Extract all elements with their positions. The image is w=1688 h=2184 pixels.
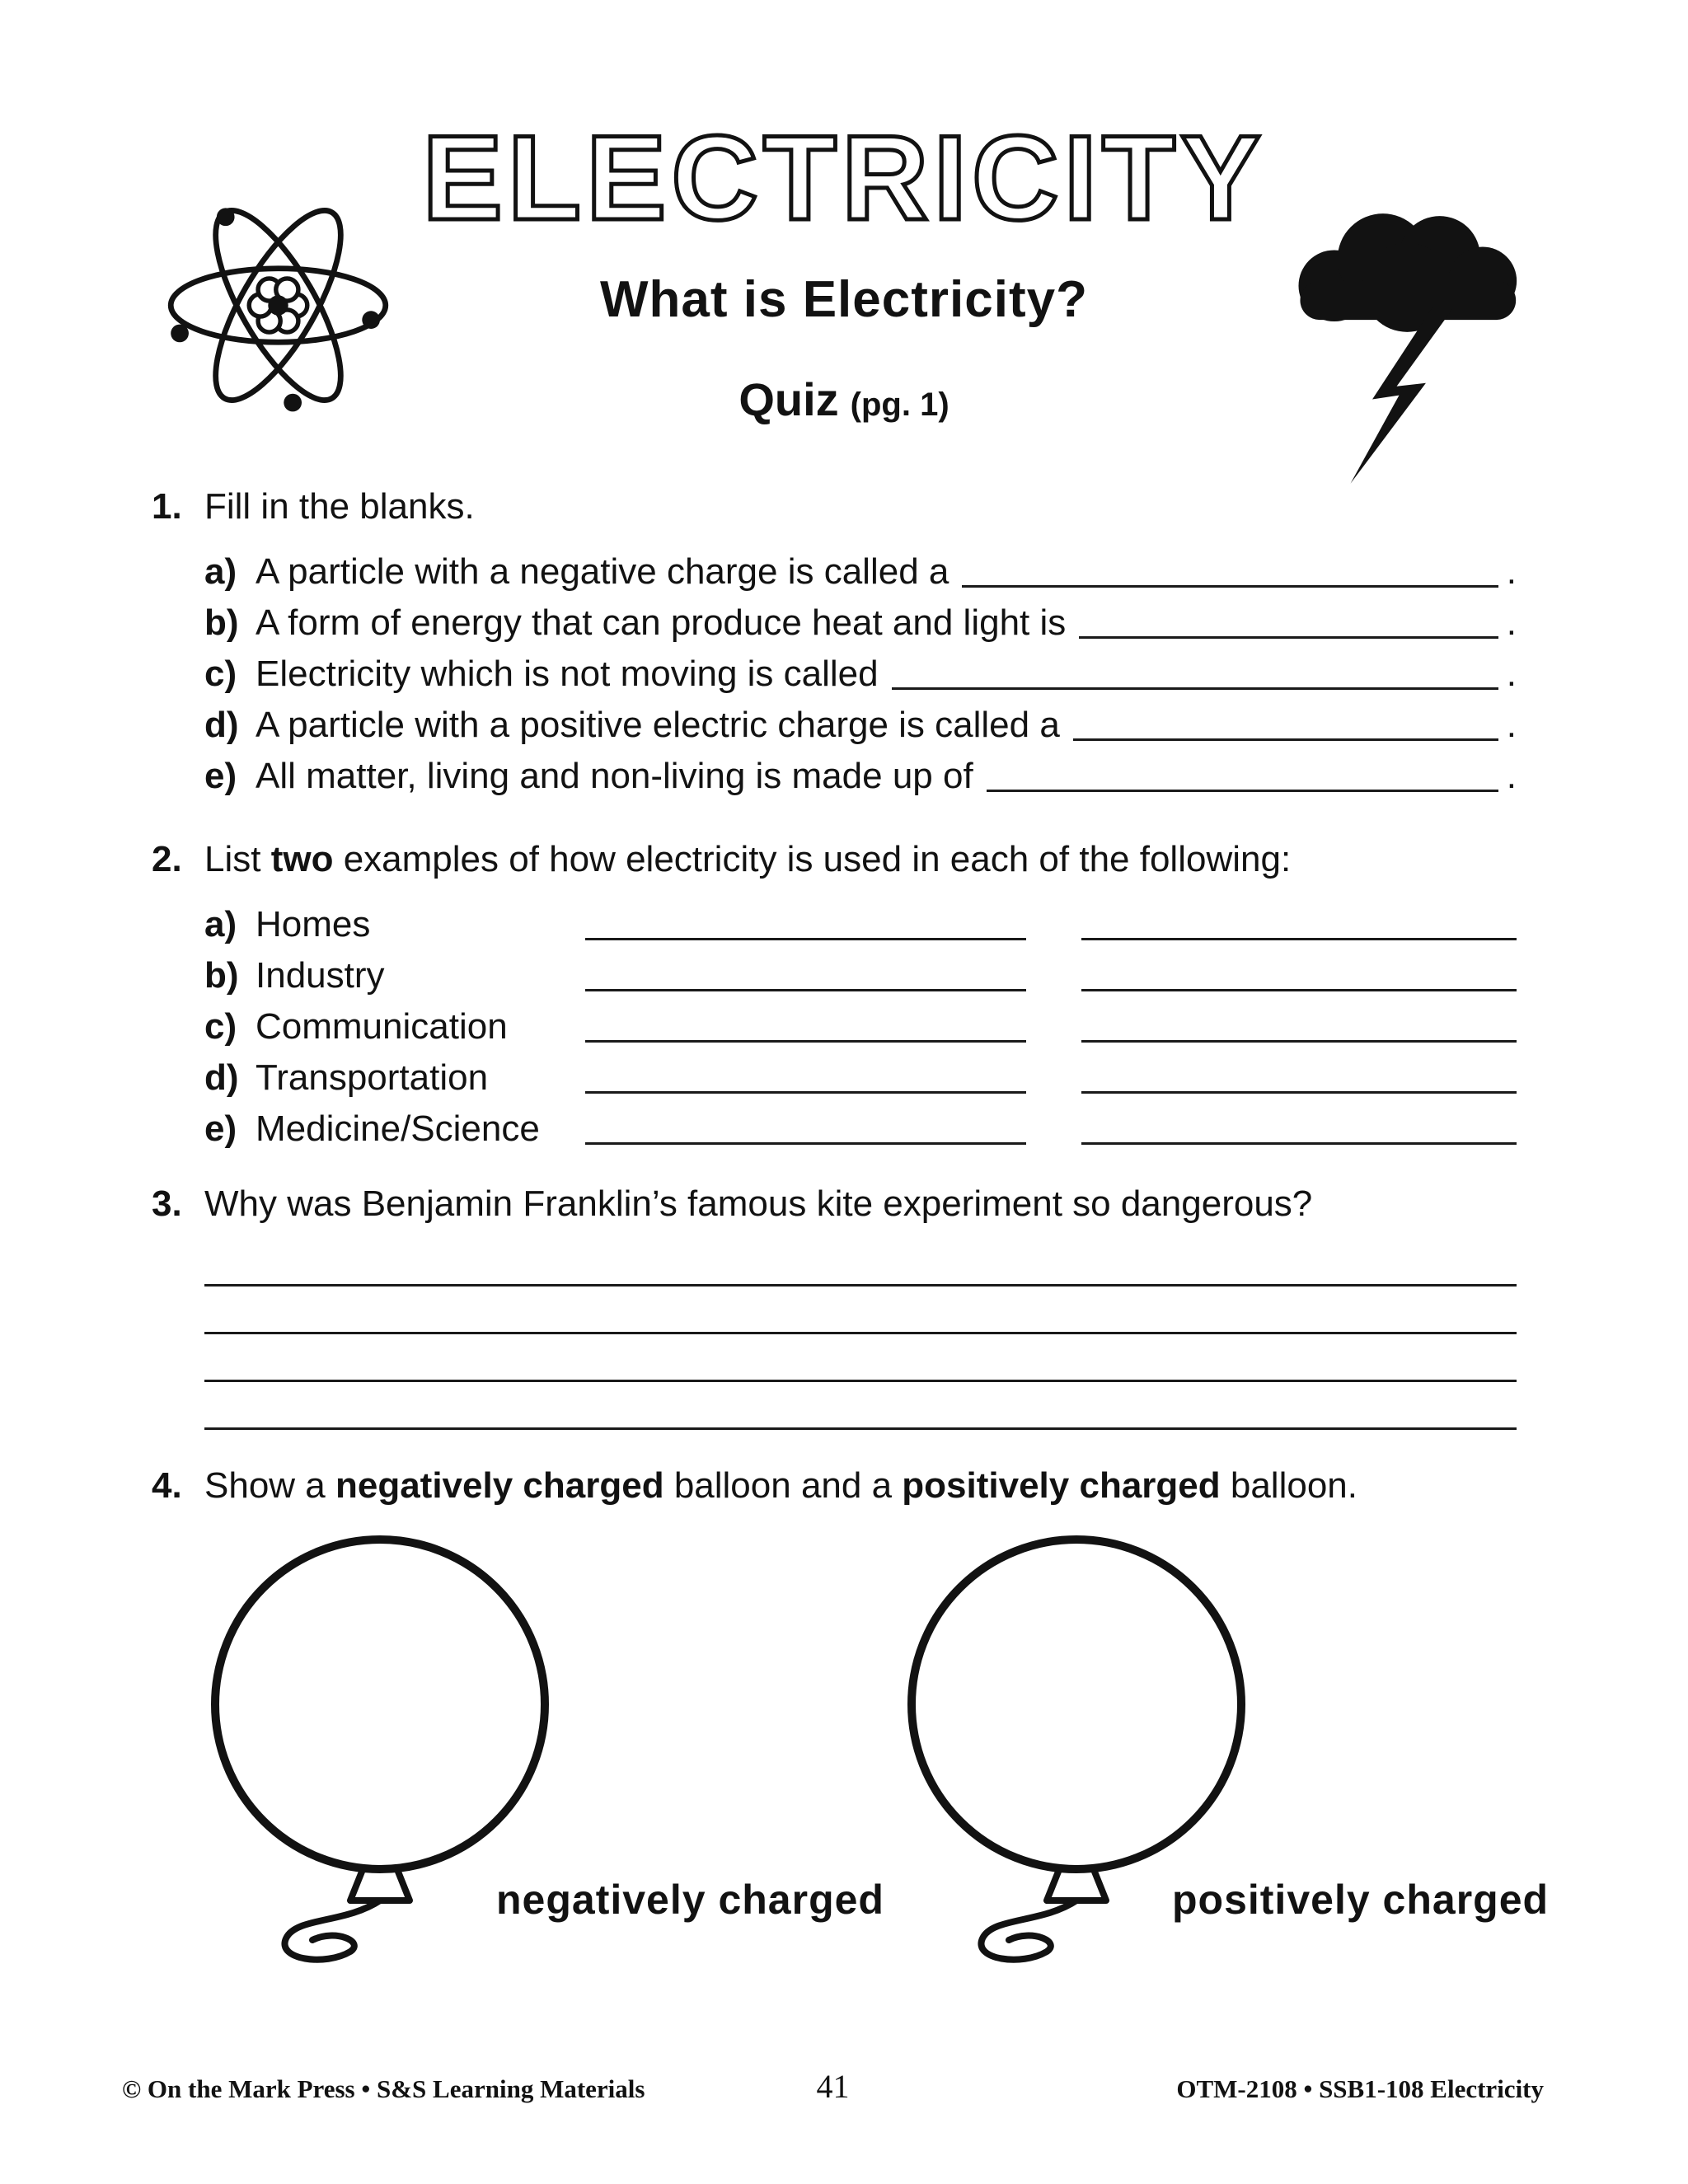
two-blank-row	[204, 1052, 1517, 1104]
answer-blank-1[interactable]	[585, 1142, 1026, 1145]
item-text: A particle with a negative charge is called a	[256, 551, 950, 592]
item-label: b)	[204, 955, 239, 996]
item-label: c)	[204, 654, 237, 694]
title-text: ELECTRICITY	[422, 110, 1266, 245]
item-label: b)	[204, 602, 239, 643]
prompt-middle: balloon and a	[663, 1465, 903, 1506]
sentence-period: .	[1506, 551, 1517, 592]
prompt-suffix: balloon.	[1220, 1465, 1357, 1506]
answer-blank-1[interactable]	[585, 1091, 1026, 1094]
prompt-bold: two	[270, 839, 334, 879]
worksheet-title	[0, 97, 1688, 254]
publisher-credit: © On the Mark Press • S&S Learning Materials	[122, 2074, 645, 2103]
item-text: A form of energy that can produce heat and light is	[256, 602, 1067, 643]
fill-blank-row	[204, 751, 1517, 802]
question-number: 1.	[152, 486, 182, 527]
item-label: d)	[204, 1057, 239, 1098]
answer-blank-1[interactable]	[585, 1040, 1026, 1043]
answer-blank-2[interactable]	[1081, 1040, 1517, 1043]
category-label: Communication	[256, 1006, 508, 1047]
answer-blank-2[interactable]	[1081, 938, 1517, 940]
fill-blank-row	[204, 598, 1517, 649]
prompt-bold-negative: negatively charged	[335, 1465, 664, 1506]
category-label: Transportation	[256, 1057, 489, 1098]
answer-blank-2[interactable]	[1081, 989, 1517, 991]
answer-blank[interactable]	[987, 790, 1498, 792]
answer-blank-1[interactable]	[585, 989, 1026, 991]
category-label: Homes	[256, 904, 371, 944]
answer-blank-2[interactable]	[1081, 1142, 1517, 1145]
quiz-heading	[0, 373, 1688, 426]
answer-line[interactable]	[204, 1286, 1517, 1334]
question-prompt	[204, 835, 1291, 884]
question-2	[152, 835, 1517, 1155]
answer-blank[interactable]	[1073, 738, 1498, 741]
sentence-period: .	[1506, 705, 1517, 745]
question-1-items	[204, 546, 1517, 802]
balloon-figure	[152, 1531, 1550, 1985]
category-label: Industry	[256, 955, 385, 996]
question-3	[152, 1179, 1517, 1430]
category-label: Medicine/Science	[256, 1108, 540, 1149]
fill-blank-row	[204, 700, 1517, 751]
question-prompt: Fill in the blanks.	[204, 486, 475, 527]
question-3-answer-area	[204, 1239, 1517, 1430]
page-number: 41	[816, 2068, 850, 2105]
item-label: a)	[204, 551, 237, 592]
prompt-suffix: examples of how electricity is used in each of the following:	[333, 839, 1292, 879]
answer-blank-1[interactable]	[585, 938, 1026, 940]
answer-line[interactable]	[204, 1239, 1517, 1286]
answer-blank-2[interactable]	[1081, 1091, 1517, 1094]
positive-balloon-label: positively charged	[1172, 1877, 1550, 1923]
quiz-label: Quiz	[738, 373, 839, 425]
page-footer	[122, 2067, 1544, 2106]
item-label: e)	[204, 756, 237, 796]
question-3-heading	[152, 1179, 1517, 1229]
item-label: a)	[204, 904, 237, 944]
negative-balloon-label: negatively charged	[496, 1877, 884, 1923]
item-text: A particle with a positive electric charge is called a	[256, 705, 1060, 745]
prompt-prefix: List	[204, 839, 271, 879]
fill-blank-row	[204, 546, 1517, 598]
answer-blank[interactable]	[962, 585, 1498, 588]
item-text: All matter, living and non-living is made up of	[256, 756, 973, 796]
worksheet-header	[0, 0, 1688, 474]
answer-line[interactable]	[204, 1334, 1517, 1382]
sentence-period: .	[1506, 654, 1517, 694]
question-2-heading	[152, 835, 1517, 884]
answer-blank[interactable]	[1079, 636, 1498, 639]
question-2-items	[204, 899, 1517, 1155]
item-label: e)	[204, 1108, 237, 1149]
question-number: 4.	[152, 1465, 182, 1506]
prompt-prefix: Show a	[204, 1465, 335, 1506]
question-number: 3.	[152, 1183, 182, 1224]
question-number: 2.	[152, 839, 182, 879]
question-4-heading	[152, 1461, 1517, 1511]
question-prompt: Why was Benjamin Franklin’s famous kite experiment so dangerous?	[204, 1183, 1313, 1224]
sentence-period: .	[1506, 756, 1517, 796]
fill-blank-row	[204, 649, 1517, 700]
worksheet-subtitle: What is Electricity?	[600, 271, 1088, 328]
question-4	[152, 1461, 1550, 1985]
prompt-bold-positive: positively charged	[902, 1465, 1221, 1506]
item-label: c)	[204, 1006, 237, 1047]
quiz-page-indicator: (pg. 1)	[850, 387, 950, 423]
question-prompt	[204, 1461, 1357, 1511]
answer-line[interactable]	[204, 1382, 1517, 1430]
item-text: Electricity which is not moving is called	[256, 654, 879, 694]
answer-blank[interactable]	[892, 687, 1498, 690]
item-label: d)	[204, 705, 239, 745]
two-blank-row	[204, 1104, 1517, 1155]
question-1	[152, 482, 1517, 802]
sentence-period: .	[1506, 602, 1517, 643]
product-code: OTM-2108 • SSB1-108 Electricity	[1176, 2074, 1544, 2103]
two-blank-row	[204, 950, 1517, 1001]
two-blank-row	[204, 1001, 1517, 1052]
two-blank-row	[204, 899, 1517, 950]
